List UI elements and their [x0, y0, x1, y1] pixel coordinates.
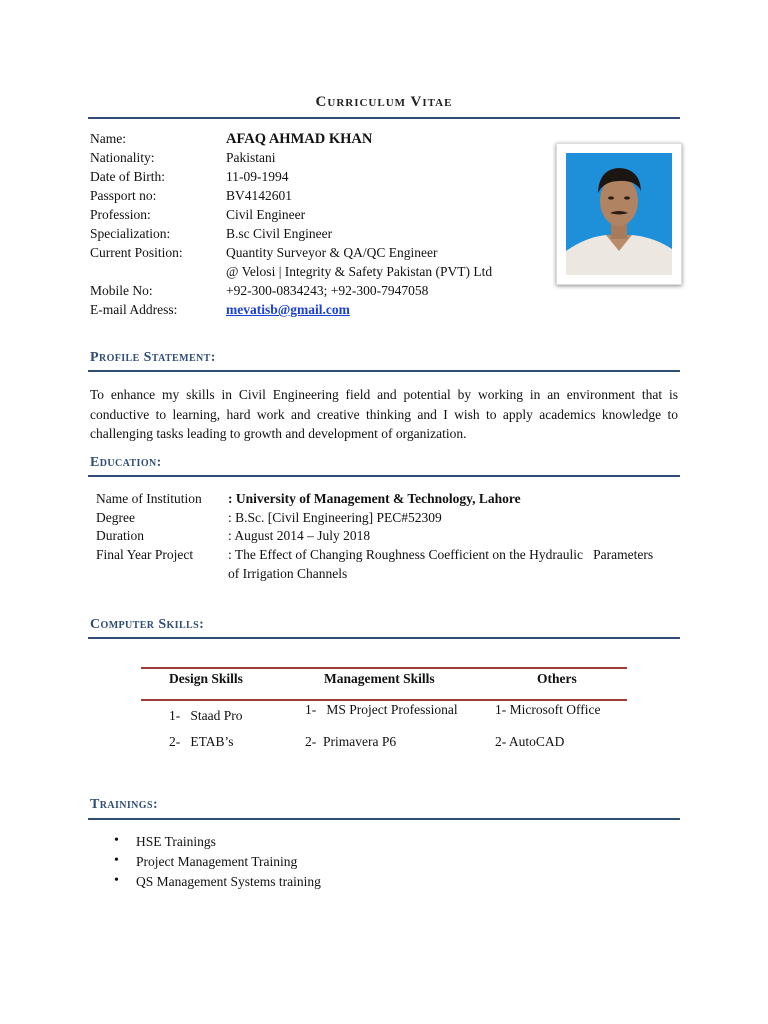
info-value: B.sc Civil Engineer	[226, 226, 333, 241]
info-label: Mobile No:	[90, 283, 153, 298]
skills-column-design: Design Skills	[169, 671, 243, 686]
trainings-list	[110, 834, 321, 894]
email-link[interactable]: mevatisb@gmail.com	[226, 302, 350, 317]
section-heading-education: Education:	[90, 455, 162, 470]
info-row-nationality	[90, 150, 530, 169]
info-row-passport	[90, 188, 530, 207]
info-label: Current Position:	[90, 245, 183, 260]
skills-column-management: Management Skills	[324, 671, 435, 686]
education-value: : The Effect of Changing Roughness Coefficient on the Hydraulic Parameters	[228, 547, 654, 562]
list-item: • HSE Trainings	[110, 834, 321, 854]
skills-column-others: Others	[537, 671, 577, 686]
education-label: Name of Institution	[96, 491, 202, 506]
info-row-profession	[90, 207, 530, 226]
info-label: Name:	[90, 131, 126, 146]
info-row-employer	[90, 264, 530, 283]
page-title: Curriculum Vitae	[315, 94, 453, 110]
profile-photo	[556, 143, 682, 285]
skill-item: 2- Primavera P6	[305, 734, 397, 749]
skill-item: 2- AutoCAD	[495, 734, 565, 749]
name-value: AFAQ AHMAD KHAN	[226, 131, 373, 147]
portrait-image	[566, 153, 672, 275]
info-value: Civil Engineer	[226, 207, 306, 222]
skill-item: 2- ETAB’s	[169, 734, 234, 749]
skill-item: 1- Staad Pro	[169, 708, 243, 723]
info-row-name	[90, 131, 530, 150]
info-row-mobile	[90, 283, 530, 302]
education-label: Duration	[96, 528, 144, 543]
info-label: Passport no:	[90, 188, 157, 203]
title-divider	[88, 117, 680, 119]
education-value: : August 2014 – July 2018	[228, 528, 371, 543]
skills-table-header-rule	[141, 699, 627, 701]
section-heading-profile: Profile Statement:	[90, 350, 216, 365]
info-row-email	[90, 302, 530, 321]
info-row-dob	[90, 169, 530, 188]
section-divider	[88, 370, 680, 372]
info-value: @ Velosi | Integrity & Safety Pakistan (PVT) Ltd	[226, 264, 493, 279]
info-value: Quantity Surveyor & QA/QC Engineer	[226, 245, 438, 260]
list-item: • Project Management Training	[110, 854, 321, 874]
education-value: of Irrigation Channels	[228, 566, 348, 581]
section-divider	[88, 637, 680, 639]
education-value: : B.Sc. [Civil Engineering] PEC#52309	[228, 510, 442, 525]
info-value: 11-09-1994	[226, 169, 289, 184]
education-label: Final Year Project	[96, 547, 194, 562]
education-label: Degree	[96, 510, 135, 525]
info-label: Date of Birth:	[90, 169, 165, 184]
section-heading-skills: Computer Skills:	[90, 617, 205, 632]
info-label: Nationality:	[90, 150, 155, 165]
info-value: BV4142601	[226, 188, 293, 203]
info-label: E-mail Address:	[90, 302, 178, 317]
info-value: +92-300-0834243; +92-300-7947058	[226, 283, 429, 298]
education-value: : University of Management & Technology, Lahore	[228, 491, 521, 506]
section-divider	[88, 818, 680, 820]
profile-statement-text: To enhance my skills in Civil Engineering field and potential by working in an environment that is conductive to learning, hard work and creative thinking and I wish to apply academics knowledge to challenging tasks leading to growth and development of organization.	[90, 387, 678, 441]
section-divider	[88, 475, 680, 477]
section-heading-trainings: Trainings:	[90, 797, 159, 812]
skills-table-top-rule	[141, 667, 627, 669]
info-row-specialization	[90, 226, 530, 245]
info-label: Profession:	[90, 207, 151, 222]
list-item: • QS Management Systems training	[110, 874, 321, 894]
info-value: Pakistani	[226, 150, 276, 165]
skill-item: 1- Microsoft Office	[495, 702, 601, 717]
skill-item: 1- MS Project Professional	[305, 702, 458, 717]
info-row-position	[90, 245, 530, 264]
info-label: Specialization:	[90, 226, 171, 241]
